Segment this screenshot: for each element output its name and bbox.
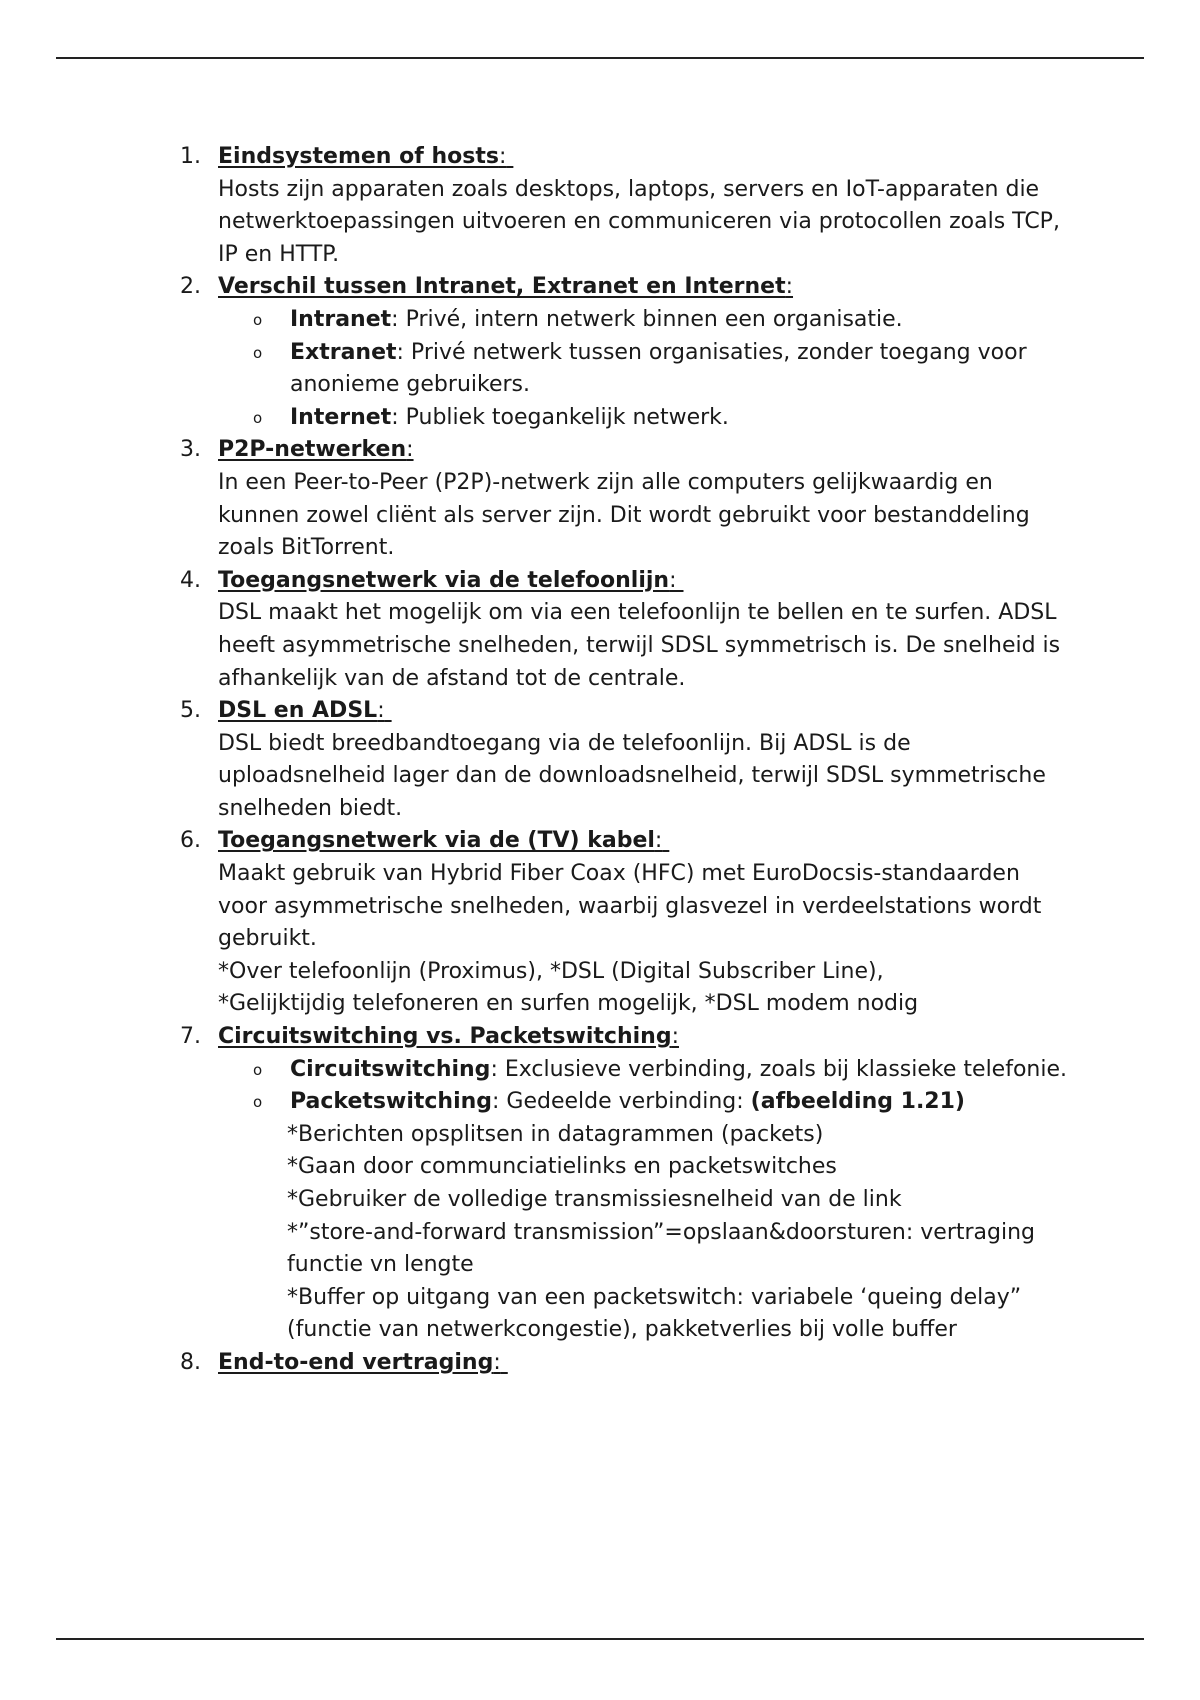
heading-colon: : <box>377 698 385 724</box>
list-item <box>174 141 1074 271</box>
list-item <box>174 434 1074 564</box>
bullet-text: : Exclusieve verbinding, zoals bij klassieke telefonie. <box>490 1056 1068 1082</box>
item-number: 7. <box>180 1024 201 1050</box>
sub-note: *Gaan door communciatielinks en packetswitches <box>287 1154 837 1180</box>
list-item <box>174 695 1074 825</box>
heading-colon: : <box>493 1349 501 1375</box>
item-number: 4. <box>180 567 201 593</box>
item-note: *Gelijktijdig telefoneren en surfen mogelijk, *DSL modem nodig <box>218 991 919 1017</box>
bullet-term: Intranet <box>290 306 392 332</box>
bullet-icon: o <box>253 343 263 362</box>
item-text: Maakt gebruik van Hybrid Fiber Coax (HFC) met EuroDocsis-standaarden voor asymmetrische snelheden, waarbij glasvezel in verdeelstations wordt gebruikt. <box>218 861 1042 952</box>
bullet-term: Circuitswitching <box>290 1056 491 1082</box>
sub-bullet <box>174 402 1074 435</box>
item-heading: Toegangsnetwerk via de (TV) kabel <box>218 828 655 854</box>
bullet-text: : Gedeelde verbinding: <box>492 1089 751 1115</box>
header-rule <box>56 57 1144 59</box>
item-number: 1. <box>180 144 201 169</box>
heading-colon: : <box>669 567 677 593</box>
list-item <box>174 271 1074 434</box>
heading-colon: : <box>671 1024 679 1050</box>
item-heading: Verschil tussen Intranet, Extranet en Internet <box>218 274 786 300</box>
bullet-term: Internet <box>290 404 392 430</box>
list-item <box>174 1347 1074 1380</box>
sub-note: *”store-and-forward transmission”=opslaan&doorsturen: vertraging functie vn lengte <box>287 1219 1036 1278</box>
item-number: 3. <box>180 437 201 463</box>
sub-bullet <box>174 1054 1074 1087</box>
footer-rule <box>56 1638 1144 1640</box>
sub-note: *Buffer op uitgang van een packetswitch: variabele ‘queing delay” (functie van netwerkcongestie), pakketverlies bij volle buffer <box>287 1284 1022 1343</box>
item-heading: End-to-end vertraging <box>218 1349 494 1375</box>
bullet-text: : Privé, intern netwerk binnen een organisatie. <box>391 306 903 332</box>
sub-bullet <box>174 337 1074 402</box>
item-text: DSL maakt het mogelijk om via een telefoonlijn te bellen en te surfen. ADSL heeft asymmetrische snelheden, terwijl SDSL symmetrisch is. De snelheid is afhankelijk van de afstand tot de centrale. <box>218 600 1061 691</box>
heading-colon: : <box>406 437 414 463</box>
item-number: 5. <box>180 698 201 724</box>
sub-bullet <box>174 304 1074 337</box>
bullet-text: : Publiek toegankelijk netwerk. <box>391 404 729 430</box>
sub-bullet <box>174 1086 1074 1119</box>
bullet-text: : Privé netwerk tussen organisaties, zonder toegang voor anonieme gebruikers. <box>290 339 1027 398</box>
item-number: 6. <box>180 828 201 854</box>
item-heading: Eindsystemen of hosts <box>218 144 499 169</box>
item-text: In een Peer-to-Peer (P2P)-netwerk zijn alle computers gelijkwaardig en kunnen zowel cliënt als server zijn. Dit wordt gebruikt voor bestanddeling zoals BitTorrent. <box>218 469 1030 561</box>
sub-notes <box>174 1119 1074 1347</box>
sub-note: *Gebruiker de volledige transmissiesnelheid van de link <box>287 1187 902 1212</box>
heading-colon: : <box>785 274 794 300</box>
item-number: 2. <box>180 274 201 300</box>
bullet-icon: o <box>253 1093 263 1112</box>
figure-reference: (afbeelding 1.21) <box>750 1089 965 1115</box>
bullet-icon: o <box>253 408 263 427</box>
item-text: DSL biedt breedbandtoegang via de telefoonlijn. Bij ADSL is de uploadsnelheid lager dan de downloadsnelheid, terwijl SDSL symmetrische snelheden biedt. <box>218 730 1046 821</box>
list-item <box>174 825 1074 1021</box>
list-item <box>174 1021 1074 1347</box>
sub-note: *Berichten opsplitsen in datagrammen (packets) <box>287 1121 824 1147</box>
item-note: *Over telefoonlijn (Proximus), *DSL (Digital Subscriber Line), <box>218 958 884 984</box>
heading-colon: : <box>498 144 507 169</box>
bullet-icon: o <box>253 1060 263 1079</box>
bullet-icon: o <box>253 310 263 329</box>
item-heading: P2P-netwerken <box>218 437 407 463</box>
bullet-term: Extranet <box>290 339 397 365</box>
item-heading: Circuitswitching vs. Packetswitching <box>218 1024 672 1050</box>
bullet-term: Packetswitching <box>290 1089 493 1115</box>
item-number: 8. <box>180 1349 201 1375</box>
document-body <box>174 141 1074 1380</box>
item-heading: Toegangsnetwerk via de telefoonlijn <box>218 567 670 593</box>
list-item <box>174 565 1074 695</box>
heading-colon: : <box>654 828 663 854</box>
item-heading: DSL en ADSL <box>218 698 378 724</box>
item-text: Hosts zijn apparaten zoals desktops, laptops, servers en IoT-apparaten die netwerktoepassingen uitvoeren en communiceren via protocollen zoals TCP, IP en HTTP. <box>218 176 1060 267</box>
